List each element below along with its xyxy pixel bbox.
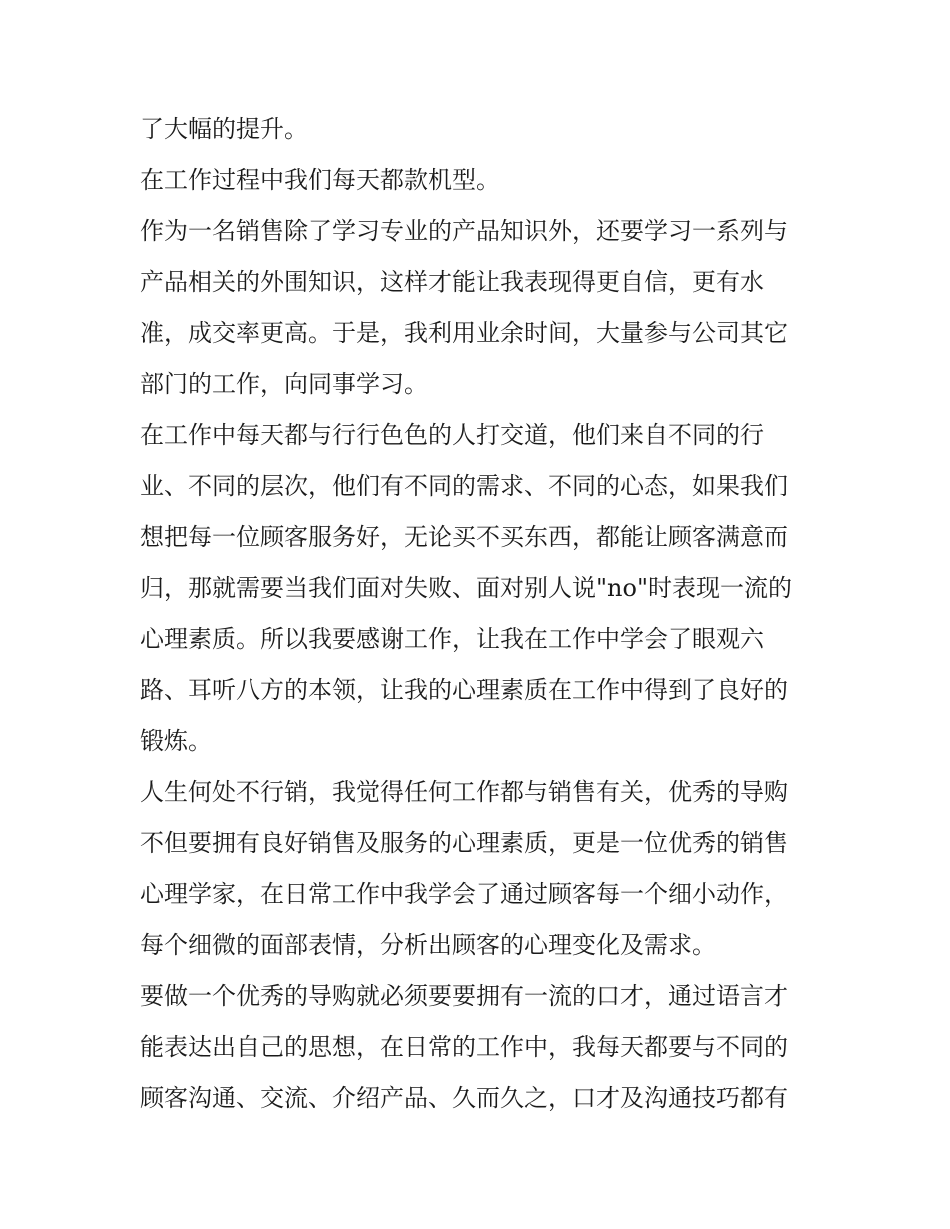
text-line: 产品相关的外围知识，这样才能让我表现得更自信，更有水	[140, 268, 764, 296]
text-line: 心理学家，在日常工作中我学会了通过顾客每一个细小动作，	[140, 880, 788, 908]
text-line: 路、耳听八方的本领，让我的心理素质在工作中得到了良好的	[140, 676, 788, 704]
text-line: 人生何处不行销，我觉得任何工作都与销售有关，优秀的导购	[140, 778, 788, 806]
text-line: 想把每一位顾客服务好，无论买不买东西，都能让顾客满意而	[140, 523, 788, 551]
text-line: 要做一个优秀的导购就必须要要拥有一流的口才，通过语言才	[140, 982, 788, 1010]
text-line: 锻炼。	[140, 727, 212, 755]
document-body	[140, 104, 820, 1124]
text-line: 顾客沟通、交流、介绍产品、久而久之，口才及沟通技巧都有	[140, 1084, 788, 1112]
text-line: 能表达出自己的思想，在日常的工作中，我每天都要与不同的	[140, 1033, 788, 1061]
text-line: 心理素质。所以我要感谢工作，让我在工作中学会了眼观六	[140, 625, 764, 653]
text-line: 归，那就需要当我们面对失败、面对别人说"no"时表现一流的	[140, 574, 792, 602]
text-line: 不但要拥有良好销售及服务的心理素质，更是一位优秀的销售	[140, 829, 788, 857]
text-line: 了大幅的提升。	[140, 115, 308, 143]
text-line: 部门的工作，向同事学习。	[140, 370, 428, 398]
text-line: 业、不同的层次，他们有不同的需求、不同的心态，如果我们	[140, 472, 788, 500]
text-line: 在工作过程中我们每天都款机型。	[140, 166, 500, 194]
text-line: 作为一名销售除了学习专业的产品知识外，还要学习一系列与	[140, 217, 788, 245]
text-line: 在工作中每天都与行行色色的人打交道，他们来自不同的行	[140, 421, 764, 449]
text-line: 每个细微的面部表情，分析出顾客的心理变化及需求。	[140, 931, 716, 959]
text-line: 准，成交率更高。于是，我利用业余时间，大量参与公司其它	[140, 319, 788, 347]
